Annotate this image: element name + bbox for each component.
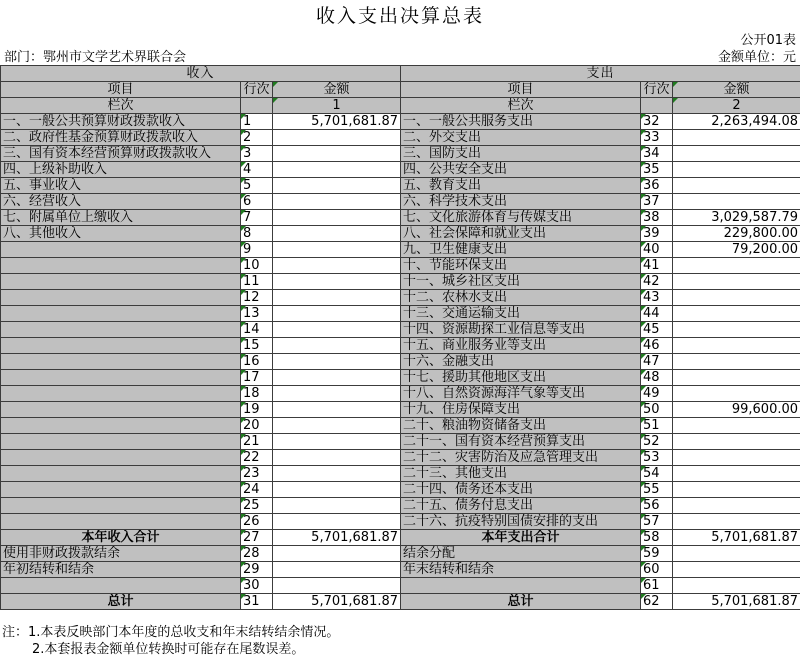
income-rowno-cell: 4 (241, 162, 273, 178)
expense-amount-cell (673, 498, 800, 514)
expense-amount-cell: 5,701,681.87 (673, 530, 800, 546)
table-row (1, 290, 800, 306)
table-row (1, 178, 800, 194)
table-row (1, 162, 800, 178)
income-amount-cell (273, 562, 401, 578)
income-amount-header: 金额 (273, 82, 401, 98)
income-amount-cell (273, 482, 401, 498)
expense-amount-cell (673, 258, 800, 274)
income-amount-cell (273, 322, 401, 338)
expense-rowno-cell: 57 (641, 514, 673, 530)
income-amount-cell (273, 450, 401, 466)
expense-amount-cell (673, 386, 800, 402)
income-amount-cell (273, 578, 401, 594)
expense-item-cell: 十七、援助其他地区支出 (401, 370, 641, 386)
expense-item-cell: 二十二、灾害防治及应急管理支出 (401, 450, 641, 466)
table-row (1, 242, 800, 258)
expense-rowno-cell: 42 (641, 274, 673, 290)
expense-amount-cell: 5,701,681.87 (673, 594, 800, 610)
table-row (1, 386, 800, 402)
income-amount-cell: 5,701,681.87 (273, 114, 401, 130)
expense-rowno-cell: 59 (641, 546, 673, 562)
expense-amount-cell (673, 274, 800, 290)
expense-rowno-cell: 52 (641, 434, 673, 450)
table-row (1, 578, 800, 594)
income-item-cell (1, 578, 241, 594)
income-amount-cell (273, 514, 401, 530)
income-item-cell (1, 514, 241, 530)
income-rowno-cell: 3 (241, 146, 273, 162)
expense-item-cell: 本年支出合计 (401, 530, 641, 546)
expense-amount-cell (673, 338, 800, 354)
income-section-header: 收入 (1, 66, 401, 82)
expense-amount-cell (673, 130, 800, 146)
table-row (1, 418, 800, 434)
income-rowno-cell: 13 (241, 306, 273, 322)
expense-rowno-cell: 33 (641, 130, 673, 146)
income-rowno-cell: 29 (241, 562, 273, 578)
footnote-2: 2.本套报表金额单位转换时可能存在尾数误差。 (32, 642, 305, 657)
expense-rowno-cell: 55 (641, 482, 673, 498)
income-rowno-cell: 8 (241, 226, 273, 242)
income-rowno-cell: 18 (241, 386, 273, 402)
table-row (1, 546, 800, 562)
income-rowno-cell: 19 (241, 402, 273, 418)
table-row (1, 114, 800, 130)
income-item-cell (1, 354, 241, 370)
income-rowno-cell: 11 (241, 274, 273, 290)
expense-amount-cell: 99,600.00 (673, 402, 800, 418)
expense-item-cell: 总计 (401, 594, 641, 610)
expense-rowno-cell: 43 (641, 290, 673, 306)
income-amount-cell (273, 194, 401, 210)
income-item-cell: 八、其他收入 (1, 226, 241, 242)
income-rowno-cell: 5 (241, 178, 273, 194)
footnote-1: 注：1.本表反映部门本年度的总收支和年末结转结余情况。 (2, 625, 340, 640)
expense-item-header: 项目 (401, 82, 641, 98)
income-amount-cell (273, 162, 401, 178)
expense-section-header: 支出 (401, 66, 800, 82)
table-row (1, 322, 800, 338)
expense-rowno-cell: 32 (641, 114, 673, 130)
income-item-cell (1, 242, 241, 258)
expense-item-cell: 一、一般公共服务支出 (401, 114, 641, 130)
footnotes (2, 624, 798, 658)
expense-amount-cell (673, 146, 800, 162)
income-amount-cell (273, 338, 401, 354)
income-amount-cell (273, 418, 401, 434)
department-label: 部门：鄂州市文学艺术界联合会 (4, 50, 187, 65)
expense-rowno-cell: 56 (641, 498, 673, 514)
summary-table (0, 65, 800, 610)
expense-rowno-header: 行次 (641, 82, 673, 98)
year-total-row (1, 530, 800, 546)
income-item-cell: 一、一般公共预算财政拨款收入 (1, 114, 241, 130)
section-header-row (1, 66, 800, 82)
expense-rowno-cell: 34 (641, 146, 673, 162)
expense-amount-cell: 2,263,494.08 (673, 114, 800, 130)
expense-amount-cell: 79,200.00 (673, 242, 800, 258)
table-row (1, 226, 800, 242)
expense-rowno-cell: 37 (641, 194, 673, 210)
income-rowno-cell: 30 (241, 578, 273, 594)
income-amount-cell (273, 178, 401, 194)
expense-rowno-cell: 36 (641, 178, 673, 194)
expense-rowno-cell: 60 (641, 562, 673, 578)
income-amount-cell (273, 434, 401, 450)
income-item-cell (1, 418, 241, 434)
income-rowno-cell: 21 (241, 434, 273, 450)
expense-item-cell: 七、文化旅游体育与传媒支出 (401, 210, 641, 226)
table-row (1, 338, 800, 354)
expense-rowno-cell: 39 (641, 226, 673, 242)
expense-rowno-cell: 58 (641, 530, 673, 546)
income-item-cell (1, 370, 241, 386)
expense-item-cell (401, 578, 641, 594)
income-item-cell (1, 290, 241, 306)
income-item-cell: 五、事业收入 (1, 178, 241, 194)
table-row (1, 450, 800, 466)
income-amount-cell (273, 130, 401, 146)
lanci-blank-income (241, 98, 273, 114)
expense-item-cell: 二十三、其他支出 (401, 466, 641, 482)
income-item-cell (1, 450, 241, 466)
expense-rowno-cell: 50 (641, 402, 673, 418)
expense-item-cell: 十二、农林水支出 (401, 290, 641, 306)
income-item-cell: 二、政府性基金预算财政拨款收入 (1, 130, 241, 146)
income-rowno-cell: 6 (241, 194, 273, 210)
expense-amount-cell (673, 194, 800, 210)
income-amount-cell (273, 370, 401, 386)
income-rowno-cell: 27 (241, 530, 273, 546)
income-rowno-cell: 14 (241, 322, 273, 338)
income-rowno-cell: 23 (241, 466, 273, 482)
income-rowno-header: 行次 (241, 82, 273, 98)
table-row (1, 194, 800, 210)
income-item-cell: 使用非财政拨款结余 (1, 546, 241, 562)
income-item-cell: 总计 (1, 594, 241, 610)
income-item-cell (1, 322, 241, 338)
expense-rowno-cell: 41 (641, 258, 673, 274)
expense-rowno-cell: 40 (641, 242, 673, 258)
expense-rowno-cell: 48 (641, 370, 673, 386)
income-item-cell (1, 402, 241, 418)
form-code: 公开01表 (740, 33, 796, 48)
table-row (1, 482, 800, 498)
income-item-cell: 七、附属单位上缴收入 (1, 210, 241, 226)
table-row (1, 370, 800, 386)
expense-item-cell: 十五、商业服务业等支出 (401, 338, 641, 354)
income-item-cell: 本年收入合计 (1, 530, 241, 546)
expense-amount-cell: 3,029,587.79 (673, 210, 800, 226)
expense-rowno-cell: 45 (641, 322, 673, 338)
income-item-cell: 四、上级补助收入 (1, 162, 241, 178)
income-item-header: 项目 (1, 82, 241, 98)
expense-rowno-cell: 62 (641, 594, 673, 610)
income-amount-cell (273, 274, 401, 290)
expense-rowno-cell: 51 (641, 418, 673, 434)
expense-amount-cell (673, 466, 800, 482)
expense-amount-cell (673, 418, 800, 434)
income-rowno-cell: 7 (241, 210, 273, 226)
expense-item-cell: 十六、金融支出 (401, 354, 641, 370)
expense-item-cell: 三、国防支出 (401, 146, 641, 162)
income-amount-cell (273, 546, 401, 562)
income-item-cell: 年初结转和结余 (1, 562, 241, 578)
table-row (1, 354, 800, 370)
income-col-index: 1 (273, 98, 401, 114)
expense-amount-cell (673, 450, 800, 466)
table-row (1, 274, 800, 290)
income-item-cell (1, 274, 241, 290)
income-amount-cell (273, 258, 401, 274)
expense-amount-cell (673, 578, 800, 594)
expense-item-cell: 十、节能环保支出 (401, 258, 641, 274)
expense-amount-cell (673, 482, 800, 498)
table-row (1, 402, 800, 418)
table-row (1, 210, 800, 226)
expense-item-cell: 四、公共安全支出 (401, 162, 641, 178)
expense-amount-cell (673, 162, 800, 178)
income-rowno-cell: 10 (241, 258, 273, 274)
expense-item-cell: 二十五、债务付息支出 (401, 498, 641, 514)
income-item-cell (1, 386, 241, 402)
income-amount-cell (273, 226, 401, 242)
income-amount-cell (273, 242, 401, 258)
table-row (1, 514, 800, 530)
report-title: 收入支出决算总表 (315, 5, 484, 27)
income-rowno-cell: 17 (241, 370, 273, 386)
expense-item-cell: 十一、城乡社区支出 (401, 274, 641, 290)
income-item-cell (1, 466, 241, 482)
expense-amount-cell (673, 514, 800, 530)
column-index-row (1, 98, 800, 114)
column-header-row (1, 82, 800, 98)
expense-item-cell: 二十六、抗疫特别国债安排的支出 (401, 514, 641, 530)
expense-item-cell: 十八、自然资源海洋气象等支出 (401, 386, 641, 402)
expense-rowno-cell: 46 (641, 338, 673, 354)
expense-item-cell: 结余分配 (401, 546, 641, 562)
table-row (1, 306, 800, 322)
income-item-cell: 三、国有资本经营预算财政拨款收入 (1, 146, 241, 162)
expense-item-cell: 二、外交支出 (401, 130, 641, 146)
lanci-blank-expense (641, 98, 673, 114)
expense-amount-cell (673, 322, 800, 338)
expense-rowno-cell: 38 (641, 210, 673, 226)
expense-rowno-cell: 53 (641, 450, 673, 466)
expense-amount-cell (673, 178, 800, 194)
table-row (1, 498, 800, 514)
income-rowno-cell: 24 (241, 482, 273, 498)
expense-rowno-cell: 35 (641, 162, 673, 178)
income-item-cell (1, 338, 241, 354)
expense-item-cell: 九、卫生健康支出 (401, 242, 641, 258)
expense-rowno-cell: 49 (641, 386, 673, 402)
income-item-cell (1, 258, 241, 274)
expense-item-cell: 十三、交通运输支出 (401, 306, 641, 322)
income-rowno-cell: 31 (241, 594, 273, 610)
income-amount-cell (273, 354, 401, 370)
expense-amount-cell (673, 546, 800, 562)
income-amount-cell (273, 386, 401, 402)
expense-amount-header: 金额 (673, 82, 800, 98)
expense-item-cell: 十四、资源勘探工业信息等支出 (401, 322, 641, 338)
income-item-cell (1, 482, 241, 498)
table-row (1, 562, 800, 578)
income-amount-cell: 5,701,681.87 (273, 530, 401, 546)
income-amount-cell: 5,701,681.87 (273, 594, 401, 610)
expense-amount-cell (673, 290, 800, 306)
expense-amount-cell (673, 434, 800, 450)
income-rowno-cell: 28 (241, 546, 273, 562)
income-amount-cell (273, 290, 401, 306)
income-amount-cell (273, 466, 401, 482)
unit-label: 金额单位：元 (717, 50, 796, 65)
income-rowno-cell: 1 (241, 114, 273, 130)
income-rowno-cell: 16 (241, 354, 273, 370)
table-row (1, 146, 800, 162)
income-item-cell (1, 434, 241, 450)
income-rowno-cell: 2 (241, 130, 273, 146)
table-row (1, 434, 800, 450)
income-item-cell: 六、经营收入 (1, 194, 241, 210)
expense-amount-cell: 229,800.00 (673, 226, 800, 242)
income-item-cell (1, 498, 241, 514)
income-amount-cell (273, 146, 401, 162)
income-amount-cell (273, 402, 401, 418)
expense-item-cell: 二十四、债务还本支出 (401, 482, 641, 498)
lanci-label-expense: 栏次 (401, 98, 641, 114)
expense-amount-cell (673, 370, 800, 386)
expense-item-cell: 年末结转和结余 (401, 562, 641, 578)
income-rowno-cell: 12 (241, 290, 273, 306)
income-amount-cell (273, 306, 401, 322)
income-rowno-cell: 25 (241, 498, 273, 514)
expense-rowno-cell: 47 (641, 354, 673, 370)
expense-rowno-cell: 61 (641, 578, 673, 594)
income-rowno-cell: 9 (241, 242, 273, 258)
income-amount-cell (273, 210, 401, 226)
income-rowno-cell: 15 (241, 338, 273, 354)
table-row (1, 130, 800, 146)
table-row (1, 258, 800, 274)
lanci-label-income: 栏次 (1, 98, 241, 114)
expense-col-index: 2 (673, 98, 800, 114)
expense-item-cell: 六、科学技术支出 (401, 194, 641, 210)
expense-item-cell: 八、社会保障和就业支出 (401, 226, 641, 242)
income-item-cell (1, 306, 241, 322)
expense-item-cell: 十九、住房保障支出 (401, 402, 641, 418)
grand-total-row (1, 594, 800, 610)
expense-amount-cell (673, 354, 800, 370)
expense-item-cell: 二十一、国有资本经营预算支出 (401, 434, 641, 450)
income-rowno-cell: 26 (241, 514, 273, 530)
expense-amount-cell (673, 306, 800, 322)
expense-rowno-cell: 54 (641, 466, 673, 482)
expense-amount-cell (673, 562, 800, 578)
table-row (1, 466, 800, 482)
expense-item-cell: 二十、粮油物资储备支出 (401, 418, 641, 434)
income-amount-cell (273, 498, 401, 514)
expense-rowno-cell: 44 (641, 306, 673, 322)
income-rowno-cell: 22 (241, 450, 273, 466)
expense-item-cell: 五、教育支出 (401, 178, 641, 194)
income-rowno-cell: 20 (241, 418, 273, 434)
